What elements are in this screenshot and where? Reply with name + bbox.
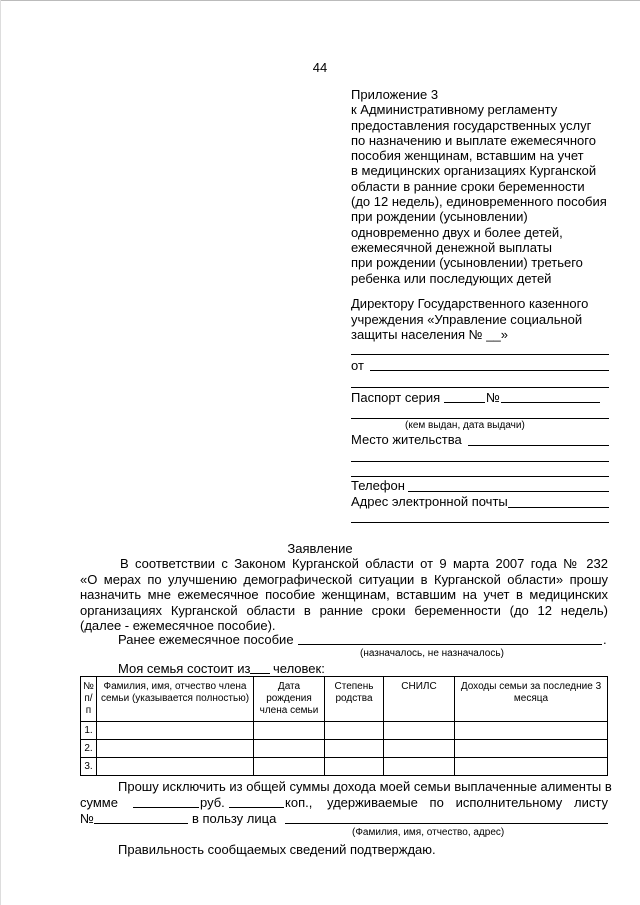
cell-birthdate[interactable] — [254, 758, 325, 776]
from-label: от — [351, 358, 364, 373]
cell-fullname[interactable] — [97, 758, 254, 776]
cell-fullname[interactable] — [97, 740, 254, 758]
row-number: 1. — [81, 722, 97, 740]
addressee-line: Директору Государственного казенного — [351, 296, 589, 311]
appendix-line: ежемесячной денежной выплаты — [351, 239, 552, 255]
appendix-line: одновременно двух и более детей, — [351, 224, 563, 240]
table-header-row — [81, 677, 608, 722]
cell-income[interactable] — [455, 740, 608, 758]
passport-series-field[interactable] — [444, 402, 485, 403]
cell-snils[interactable] — [384, 740, 455, 758]
from-field[interactable] — [370, 370, 609, 371]
col-header-income: Доходы семьи за последние 3 месяца — [455, 677, 608, 722]
appendix-line: ребенка или последующих детей — [351, 270, 552, 286]
passport-issued-field[interactable] — [351, 418, 609, 419]
appendix-line: при рождении (усыновлении) — [351, 209, 528, 225]
paragraph-line: организациях Курганской области в ранние сроки беременности (до 12 недель) — [80, 602, 608, 618]
alimony-request-line: Прошу исключить из общей суммы дохода моей семьи выплаченные алименты в — [118, 779, 612, 794]
family-table — [80, 676, 608, 776]
table-row — [81, 722, 608, 740]
table-row — [81, 740, 608, 758]
paragraph-line: назначить мне ежемесячное пособие женщинам, вставшим на учет в медицинских — [80, 587, 608, 603]
phone-field[interactable] — [408, 491, 609, 492]
paragraph-line: В соответствии с Законом Курганской области от 9 марта 2007 года № 232 — [120, 556, 608, 571]
passport-number-field[interactable] — [501, 402, 600, 403]
row-number: 2. — [81, 740, 97, 758]
email-field-line2[interactable] — [351, 522, 609, 523]
from-field-line2[interactable] — [351, 387, 609, 388]
residence-field-line2[interactable] — [351, 461, 609, 462]
alimony-rub-field[interactable] — [133, 807, 199, 808]
confirmation-text: Правильность сообщаемых сведений подтверждаю. — [118, 842, 436, 857]
appendix-line: при рождении (усыновлении) третьего — [351, 255, 583, 271]
addressee-line: защиты населения № __» — [351, 327, 508, 342]
appendix-line: (до 12 недель), единовременного пособия — [351, 194, 607, 210]
family-size-field[interactable] — [250, 673, 270, 674]
appendix-line: области в ранние сроки беременности — [351, 178, 585, 194]
paragraph-line: (далее - ежемесячное пособие). — [80, 618, 276, 634]
earlier-benefit-hint: (назначалось, не назначалось) — [360, 648, 504, 659]
writ-number-field[interactable] — [94, 823, 188, 824]
passport-number-label: № — [486, 390, 500, 405]
earlier-benefit-field[interactable] — [298, 644, 602, 645]
recipient-hint: (Фамилия, имя, отчество, адрес) — [352, 827, 505, 838]
cell-snils[interactable] — [384, 722, 455, 740]
residence-field-line3[interactable] — [351, 476, 609, 477]
appendix-line: в медицинских организациях Курганской — [351, 163, 597, 179]
appendix-header — [351, 87, 621, 286]
passport-series-label: Паспорт серия — [351, 390, 441, 405]
cell-birthdate[interactable] — [254, 740, 325, 758]
page-left-edge — [0, 0, 1, 905]
page-top-edge — [0, 0, 640, 1]
col-header-birthdate: Дата рождения члена семьи — [254, 677, 325, 722]
residence-field[interactable] — [468, 445, 609, 446]
appendix-line: Приложение 3 — [351, 87, 439, 102]
addressee-line: учреждения «Управление социальной — [351, 311, 583, 327]
cell-income[interactable] — [455, 722, 608, 740]
col-header-number: № п/ п — [81, 677, 97, 722]
alimony-kop-field[interactable] — [229, 807, 284, 808]
statement-title: Заявление — [287, 541, 353, 556]
family-size-label: Моя семья состоит из — [118, 661, 251, 676]
page-number: 44 — [312, 60, 328, 75]
cell-relation[interactable] — [325, 740, 384, 758]
appendix-line: к Административному регламенту — [351, 102, 558, 118]
row-number: 3. — [81, 758, 97, 776]
cell-relation[interactable] — [325, 758, 384, 776]
appendix-line: предоставления государственных услуг — [351, 117, 592, 133]
col-header-relation: Степень родства — [325, 677, 384, 722]
recipient-field[interactable] — [285, 823, 608, 824]
cell-relation[interactable] — [325, 722, 384, 740]
col-header-fullname: Фамилия, имя, отчество члена семьи (указывается полностью) — [97, 677, 254, 722]
family-size-suffix: человек: — [273, 661, 325, 676]
cell-income[interactable] — [455, 758, 608, 776]
blank-line-addressee[interactable] — [351, 354, 609, 355]
paragraph-line: «О мерах по улучшению демографической ситуации в Курганской области» прошу — [80, 571, 608, 587]
cell-birthdate[interactable] — [254, 722, 325, 740]
cell-snils[interactable] — [384, 758, 455, 776]
alimony-held-text: удерживаемые по исполнительному листу — [327, 795, 608, 810]
residence-label: Место жительства — [351, 432, 462, 447]
phone-label: Телефон — [351, 478, 405, 493]
passport-issued-hint: (кем выдан, дата выдачи) — [405, 420, 525, 431]
earlier-benefit-label: Ранее ежемесячное пособие — [118, 632, 294, 647]
writ-number-label: № — [80, 811, 94, 826]
appendix-line: по назначению и выплате ежемесячного — [351, 132, 596, 148]
alimony-rub-label: руб. — [200, 795, 225, 810]
earlier-benefit-period: . — [603, 632, 607, 647]
col-header-snils: СНИЛС — [384, 677, 455, 722]
addressee-block — [351, 296, 621, 343]
email-field[interactable] — [508, 507, 609, 508]
table-row — [81, 758, 608, 776]
statement-paragraph — [80, 556, 608, 634]
alimony-kop-label: коп., — [285, 795, 313, 810]
alimony-sum-label: сумме — [80, 795, 118, 810]
email-label: Адрес электронной почты — [351, 494, 508, 509]
appendix-line: пособия женщинам, вставшим на учет — [351, 148, 584, 164]
cell-fullname[interactable] — [97, 722, 254, 740]
in-favor-label: в пользу лица — [192, 811, 277, 826]
